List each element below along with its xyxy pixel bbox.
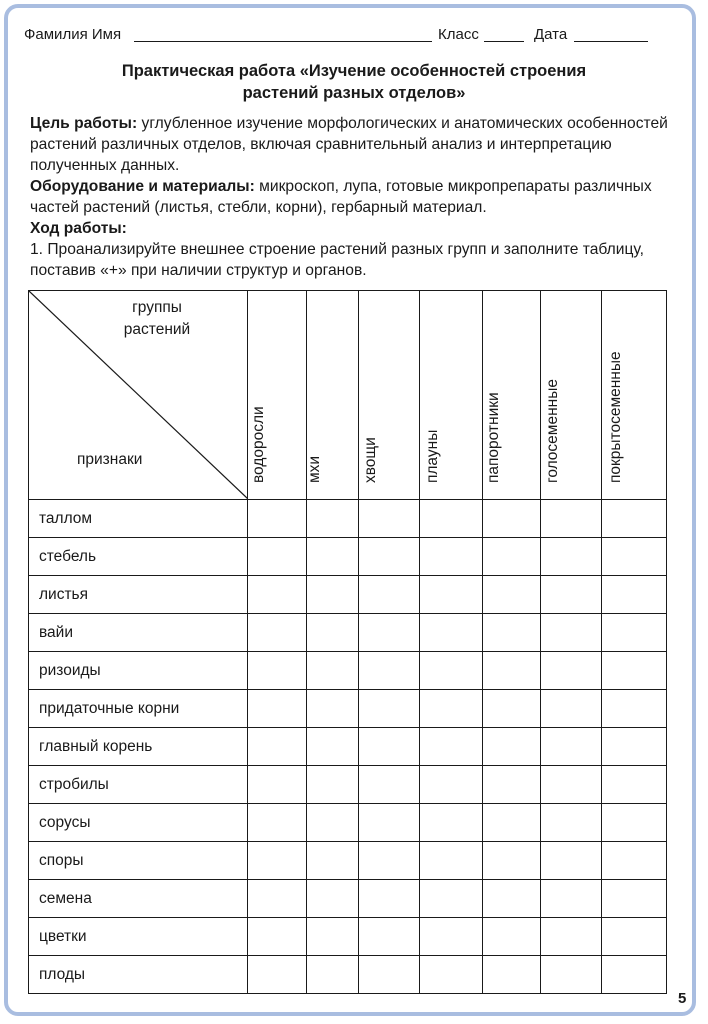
procedure-heading: Ход работы: [30,220,127,237]
answer-cell[interactable] [602,880,667,918]
answer-cell[interactable] [541,500,602,538]
answer-cell[interactable] [602,500,667,538]
answer-cell[interactable] [541,918,602,956]
row-label: цветки [29,918,248,956]
column-header [307,291,359,500]
table-row [29,918,667,956]
answer-cell[interactable] [602,690,667,728]
corner-bottom-label: признаки [77,451,143,468]
answer-cell[interactable] [420,538,483,576]
class-field-line[interactable] [484,41,524,42]
answer-cell[interactable] [248,842,307,880]
answer-cell[interactable] [483,652,541,690]
answer-cell[interactable] [307,728,359,766]
answer-cell[interactable] [307,538,359,576]
answer-cell[interactable] [307,614,359,652]
answer-cell[interactable] [420,766,483,804]
column-header-label: голосеменные [544,379,561,483]
answer-cell[interactable] [248,500,307,538]
corner-top-label: группы растений [123,299,191,338]
answer-cell[interactable] [359,880,420,918]
table-row [29,728,667,766]
answer-cell[interactable] [602,766,667,804]
answer-cell[interactable] [307,880,359,918]
table-header-row [29,291,667,500]
answer-cell[interactable] [420,500,483,538]
answer-cell[interactable] [541,690,602,728]
answer-cell[interactable] [359,766,420,804]
table-row [29,880,667,918]
answer-cell[interactable] [359,956,420,994]
answer-cell[interactable] [602,652,667,690]
answer-cell[interactable] [483,842,541,880]
row-label: споры [29,842,248,880]
column-header [359,291,420,500]
answer-cell[interactable] [359,652,420,690]
answer-cell[interactable] [541,956,602,994]
column-header-label: папоротники [484,392,502,483]
answer-cell[interactable] [248,956,307,994]
equipment-paragraph: Оборудование и материалы: микроскоп, лупа, готовые микропрепараты различных частей растений (листья, стебли, корни), гербарный материал. [30,178,652,216]
row-label: плоды [29,956,248,994]
answer-cell[interactable] [359,538,420,576]
answer-cell[interactable] [307,500,359,538]
page-number: 5 [678,990,687,1007]
instructions [30,113,678,281]
row-label: ризоиды [29,652,248,690]
row-label: придаточные корни [29,690,248,728]
table-row [29,804,667,842]
answer-cell[interactable] [359,614,420,652]
column-header [541,291,602,500]
row-label: стробилы [29,766,248,804]
answer-cell[interactable] [420,804,483,842]
answer-cell[interactable] [307,842,359,880]
answer-cell[interactable] [602,614,667,652]
answer-cell[interactable] [602,576,667,614]
table-row [29,538,667,576]
answer-cell[interactable] [420,918,483,956]
procedure-step-1: 1. Проанализируйте внешнее строение растений разных групп и заполните таблицу, поставив «+» при наличии структур и органов. [30,241,644,279]
table-row [29,956,667,994]
column-header [248,291,307,500]
answer-cell[interactable] [307,652,359,690]
table-row [29,652,667,690]
answer-cell[interactable] [307,766,359,804]
answer-cell[interactable] [359,690,420,728]
answer-cell[interactable] [248,690,307,728]
answer-cell[interactable] [307,918,359,956]
answer-cell[interactable] [248,614,307,652]
answer-cell[interactable] [602,956,667,994]
answer-cell[interactable] [483,804,541,842]
answer-cell[interactable] [541,576,602,614]
table-row [29,842,667,880]
answer-cell[interactable] [307,576,359,614]
row-label: листья [29,576,248,614]
row-label: сорусы [29,804,248,842]
name-field-line[interactable] [134,41,432,42]
answer-cell[interactable] [483,690,541,728]
answer-cell[interactable] [359,500,420,538]
answer-cell[interactable] [420,842,483,880]
answer-cell[interactable] [420,652,483,690]
answer-cell[interactable] [541,652,602,690]
answer-cell[interactable] [483,728,541,766]
answer-cell[interactable] [248,918,307,956]
column-header-label: хвощи [362,437,379,483]
column-header [420,291,483,500]
answer-cell[interactable] [483,500,541,538]
row-label: стебель [29,538,248,576]
answer-cell[interactable] [541,766,602,804]
column-header-label: мхи [305,455,323,483]
row-label: главный корень [29,728,248,766]
plant-features-table [28,290,667,994]
column-header [483,291,541,500]
answer-cell[interactable] [248,652,307,690]
row-label: вайи [29,614,248,652]
row-label: таллом [29,500,248,538]
answer-cell[interactable] [602,538,667,576]
answer-cell[interactable] [248,766,307,804]
class-label: Класс [438,26,479,43]
answer-cell[interactable] [541,614,602,652]
answer-cell[interactable] [420,728,483,766]
answer-cell[interactable] [420,576,483,614]
answer-cell[interactable] [483,614,541,652]
answer-cell[interactable] [483,766,541,804]
answer-cell[interactable] [307,804,359,842]
answer-cell[interactable] [359,918,420,956]
answer-cell[interactable] [602,842,667,880]
answer-cell[interactable] [541,728,602,766]
answer-cell[interactable] [420,956,483,994]
column-header [602,291,667,500]
answer-cell[interactable] [541,842,602,880]
column-header-label: водоросли [250,406,267,483]
answer-cell[interactable] [420,614,483,652]
answer-cell[interactable] [483,956,541,994]
answer-cell[interactable] [483,918,541,956]
answer-cell[interactable] [483,576,541,614]
answer-cell[interactable] [602,918,667,956]
answer-cell[interactable] [541,880,602,918]
table-row [29,614,667,652]
table-row [29,690,667,728]
answer-cell[interactable] [483,538,541,576]
date-field-line[interactable] [574,41,648,42]
goal-paragraph: Цель работы: углубленное изучение морфологических и анатомических особенностей растений различных отделов, включая сравнительный анализ и интерпретацию полученных данных. [30,115,668,174]
answer-cell[interactable] [359,576,420,614]
answer-cell[interactable] [359,804,420,842]
answer-cell[interactable] [248,804,307,842]
answer-cell[interactable] [248,538,307,576]
column-header-label: покрытосеменные [607,351,624,483]
answer-cell[interactable] [359,728,420,766]
column-header-label: плауны [424,429,441,483]
answer-cell[interactable] [248,880,307,918]
table-row [29,500,667,538]
table-row [29,576,667,614]
page-title: Практическая работа «Изучение особенностей строения растений разных отделов» [121,62,587,102]
name-label: Фамилия Имя [24,26,122,43]
date-label: Дата [534,26,568,43]
answer-cell[interactable] [248,576,307,614]
answer-cell[interactable] [359,842,420,880]
answer-cell[interactable] [420,880,483,918]
answer-cell[interactable] [307,690,359,728]
answer-cell[interactable] [420,690,483,728]
answer-cell[interactable] [248,728,307,766]
answer-cell[interactable] [541,804,602,842]
row-label: семена [29,880,248,918]
answer-cell[interactable] [541,538,602,576]
answer-cell[interactable] [602,804,667,842]
table-row [29,766,667,804]
corner-cell [29,291,248,500]
answer-cell[interactable] [602,728,667,766]
student-info-line [24,24,664,46]
answer-cell[interactable] [307,956,359,994]
answer-cell[interactable] [483,880,541,918]
